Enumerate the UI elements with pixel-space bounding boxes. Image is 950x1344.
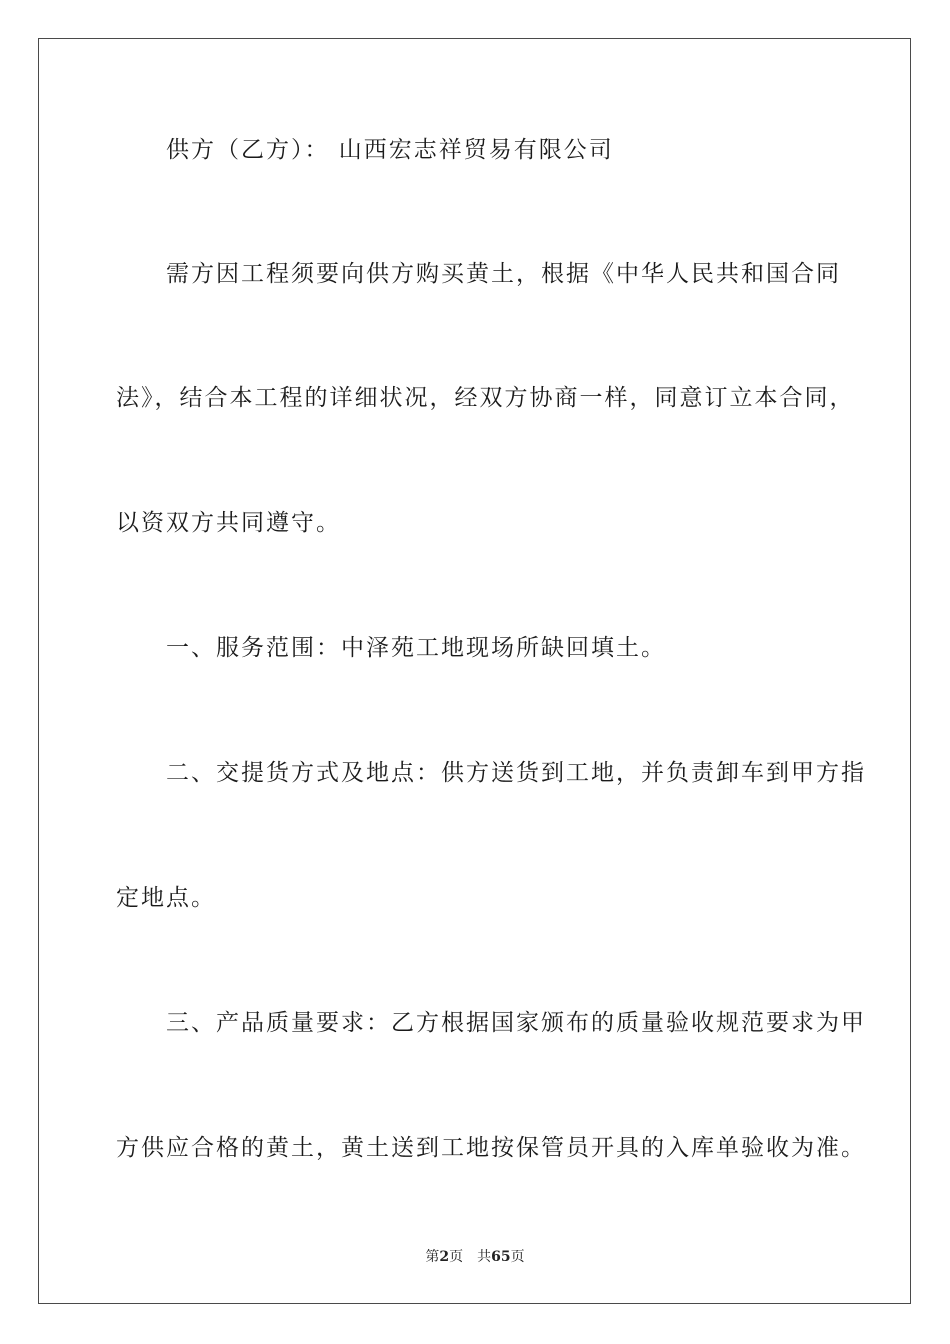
paragraph-line: 方供应合格的黄土，黄土送到工地按保管员开具的入库单验收为准。 bbox=[116, 1135, 866, 1161]
page-footer bbox=[0, 1248, 950, 1266]
footer-total-prefix: 共 bbox=[477, 1249, 492, 1265]
clause-quality: 三、产品质量要求：乙方根据国家颁布的质量验收规范要求为甲 bbox=[166, 1010, 866, 1036]
footer-total-pages: 65 bbox=[491, 1249, 511, 1265]
clause-delivery: 二、交提货方式及地点：供方送货到工地，并负责卸车到甲方指 bbox=[166, 760, 866, 786]
footer-page-suffix: 页 bbox=[449, 1249, 464, 1265]
paragraph-line: 定地点。 bbox=[116, 885, 216, 911]
clause-service-scope: 一、服务范围：中泽苑工地现场所缺回填土。 bbox=[166, 635, 666, 661]
footer-total-suffix: 页 bbox=[510, 1249, 525, 1265]
footer-page-number: 2 bbox=[439, 1249, 450, 1265]
footer-page-prefix: 第 bbox=[425, 1249, 440, 1265]
supplier-line: 供方（乙方）： 山西宏志祥贸易有限公司 bbox=[166, 137, 614, 163]
paragraph-line: 需方因工程须要向供方购买黄土，根据《中华人民共和国合同 bbox=[166, 261, 841, 287]
page-border bbox=[38, 38, 911, 1304]
paragraph-line: 以资双方共同遵守。 bbox=[116, 510, 341, 536]
paragraph-line: 法》，结合本工程的详细状况，经双方协商一样，同意订立本合同， bbox=[116, 385, 855, 411]
